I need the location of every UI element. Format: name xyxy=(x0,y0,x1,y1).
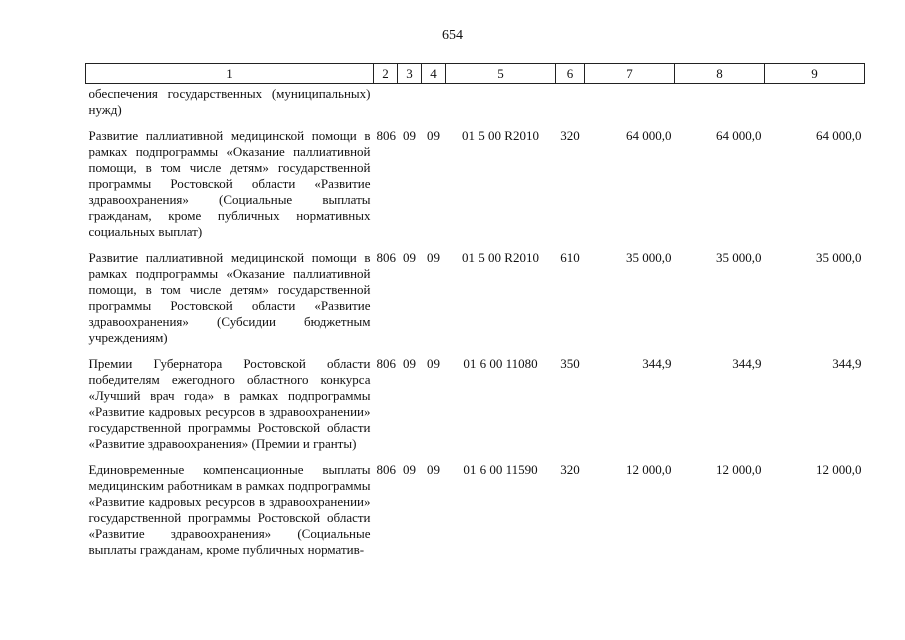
target-code: 01 5 00 R2010 xyxy=(462,250,539,265)
subsection-code: 09 xyxy=(427,356,440,371)
continuation-text: обеспечения государственных (муниципальных) нужд) xyxy=(88,86,371,117)
table-header-row xyxy=(86,64,865,84)
amount-year-1: 35 000,0 xyxy=(626,250,672,265)
amount-year-2: 64 000,0 xyxy=(716,128,762,143)
ministry-code: 806 xyxy=(376,356,396,371)
page-number: 654 xyxy=(442,28,463,43)
amount-year-3: 35 000,0 xyxy=(816,250,862,265)
ministry-code: 806 xyxy=(376,250,396,265)
subsection-code: 09 xyxy=(427,462,440,477)
target-code: 01 6 00 11080 xyxy=(463,356,538,371)
section-code: 09 xyxy=(403,356,416,371)
section-code: 09 xyxy=(403,128,416,143)
amount-year-1: 344,9 xyxy=(642,356,672,371)
amount-year-3: 12 000,0 xyxy=(816,462,862,477)
table-row xyxy=(86,455,865,561)
amount-year-2: 12 000,0 xyxy=(716,462,762,477)
subsection-code: 09 xyxy=(427,250,440,265)
row-name: Единовременные компенсационные выплаты медицинским работникам в рамках подпрограммы «Развитие кадровых ресурсов в здравоохранении» государственной программы Ростовской области «Развитие здравоохранения» (Социальные выплаты гражданам, кроме публичных норматив- xyxy=(88,462,371,557)
section-code: 09 xyxy=(403,462,416,477)
column-header: 5 xyxy=(446,64,556,84)
amount-year-3: 344,9 xyxy=(832,356,862,371)
amount-year-1: 12 000,0 xyxy=(626,462,672,477)
column-header: 6 xyxy=(556,64,585,84)
ministry-code: 806 xyxy=(376,128,396,143)
amount-year-2: 35 000,0 xyxy=(716,250,762,265)
row-name: Развитие паллиативной медицинской помощи в рамках подпрограммы «Оказание паллиативной помощи, в том числе детям» государственной программы Ростовской области «Развитие здравоохранения» (Социальные выплаты гражданам, кроме публичных нормативных социальных выплат) xyxy=(88,128,371,239)
target-code: 01 6 00 11590 xyxy=(463,462,538,477)
column-header: 9 xyxy=(765,64,865,84)
table-row xyxy=(86,121,865,243)
table-row xyxy=(86,243,865,349)
expense-type-code: 350 xyxy=(560,356,580,371)
table-row xyxy=(86,349,865,455)
amount-year-1: 64 000,0 xyxy=(626,128,672,143)
target-code: 01 5 00 R2010 xyxy=(462,128,539,143)
expense-type-code: 320 xyxy=(560,128,580,143)
subsection-code: 09 xyxy=(427,128,440,143)
budget-table xyxy=(85,63,865,561)
column-header: 3 xyxy=(398,64,422,84)
ministry-code: 806 xyxy=(376,462,396,477)
expense-type-code: 320 xyxy=(560,462,580,477)
column-header: 7 xyxy=(585,64,675,84)
row-name: Развитие паллиативной медицинской помощи в рамках подпрограммы «Оказание паллиативной помощи, в том числе детям» государственной программы Ростовской области «Развитие здравоохранения» (Субсидии бюджетным учреждениям) xyxy=(88,250,371,345)
row-name: Премии Губернатора Ростовской области победителям ежегодного областного конкурса «Лучший врач года» в рамках подпрограммы «Развитие кадровых ресурсов в здравоохранении» государственной программы Ростовской области «Развитие здравоохранения» (Премии и гранты) xyxy=(88,356,371,451)
column-header: 2 xyxy=(374,64,398,84)
table-row-continuation xyxy=(86,84,865,122)
amount-year-3: 64 000,0 xyxy=(816,128,862,143)
section-code: 09 xyxy=(403,250,416,265)
amount-year-2: 344,9 xyxy=(732,356,762,371)
column-header: 4 xyxy=(422,64,446,84)
column-header: 8 xyxy=(675,64,765,84)
expense-type-code: 610 xyxy=(560,250,580,265)
column-header: 1 xyxy=(86,64,374,84)
